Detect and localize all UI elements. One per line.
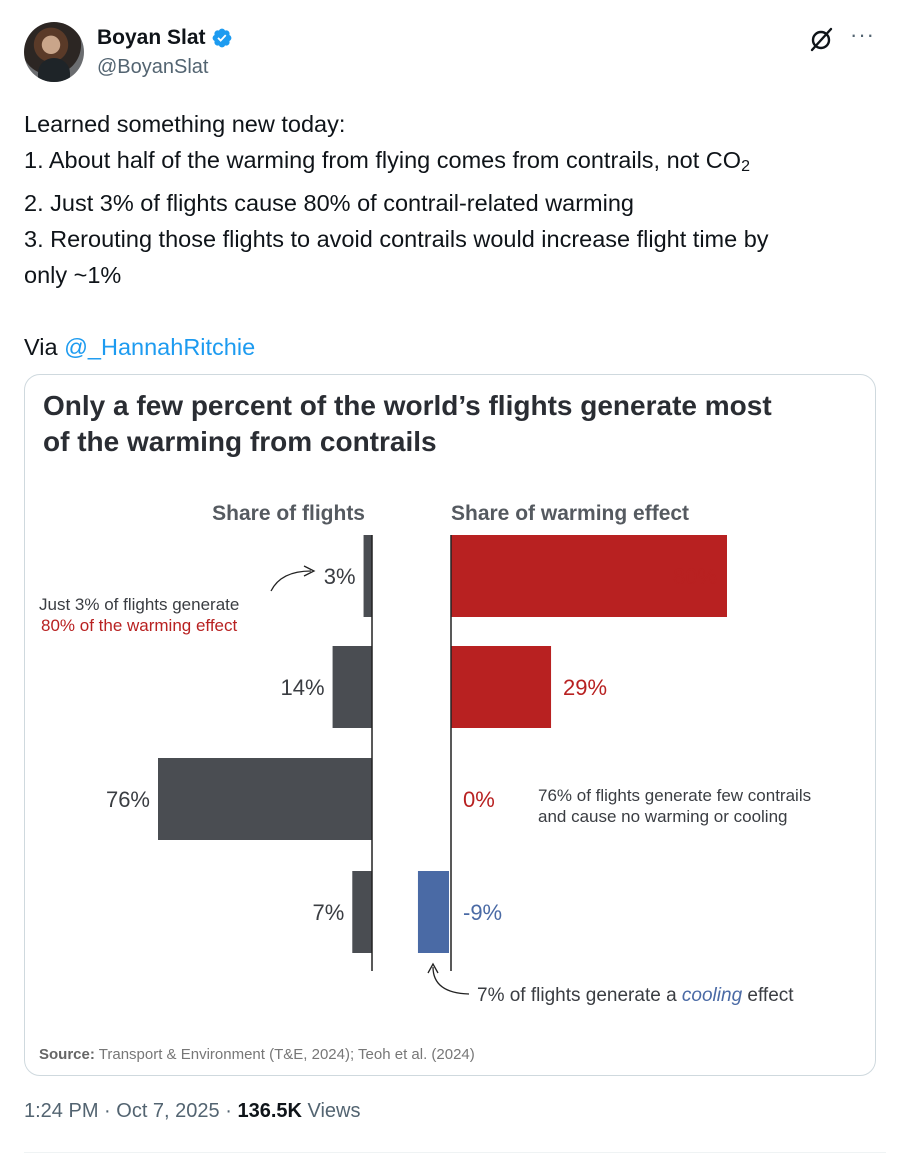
- left-panel-title: Share of flights: [212, 502, 365, 525]
- meta-separator-1: ·: [98, 1100, 117, 1122]
- media-card[interactable]: [24, 374, 876, 1076]
- left-bar-4: [352, 871, 372, 953]
- source-label: Source:: [39, 1046, 95, 1063]
- left-bar-label-4: 7%: [312, 900, 345, 925]
- source-text: Transport & Environment (T&E, 2024); Teoh et al. (2024): [94, 1046, 475, 1063]
- right-bar-4: [418, 871, 449, 953]
- grok-icon[interactable]: [808, 26, 834, 52]
- annotation-2-line-2: and cause no warming or cooling: [538, 807, 788, 826]
- tweet-date[interactable]: Oct 7, 2025: [116, 1100, 220, 1122]
- tweet-meta: [24, 1100, 361, 1123]
- views-count: 136.5K: [237, 1100, 302, 1122]
- chart-source: [39, 1046, 475, 1063]
- author-display-name[interactable]: Boyan Slat: [97, 26, 206, 49]
- tweet-blank-line: [24, 293, 884, 329]
- left-bar-label-1: 3%: [323, 564, 356, 589]
- author-handle[interactable]: @BoyanSlat: [97, 56, 209, 78]
- tweet-line-3: 2. Just 3% of flights cause 80% of contrail-related warming: [24, 190, 634, 216]
- chart-title-line-1: Only a few percent of the world’s flights generate most: [43, 390, 772, 421]
- left-bar-label-2: 14%: [280, 675, 325, 700]
- right-bar-label-1: 80%: [672, 564, 717, 589]
- bottom-divider: [24, 1152, 886, 1153]
- annotation-1-arrow: [271, 571, 311, 591]
- right-bar-2: [451, 646, 551, 728]
- tweet-header: [24, 20, 886, 84]
- annotation-1-line-1: Just 3% of flights generate: [39, 595, 240, 614]
- right-bar-label-2: 29%: [563, 675, 608, 700]
- tweet-line-2: [24, 142, 884, 185]
- left-bar-1: [364, 535, 372, 617]
- right-panel-title: Share of warming effect: [451, 502, 690, 525]
- left-bar-2: [333, 646, 372, 728]
- annotation-2-line-1: 76% of flights generate few contrails: [538, 786, 812, 805]
- right-bar-label-4: -9%: [463, 900, 503, 925]
- contrails-chart: [25, 375, 876, 1076]
- left-bar-3: [158, 758, 372, 840]
- tweet-via-line: [24, 329, 884, 365]
- more-options-icon[interactable]: ···: [850, 22, 875, 47]
- tweet-line-5: only ~1%: [24, 262, 122, 288]
- tweet-line-1: Learned something new today:: [24, 111, 346, 137]
- author-name-row[interactable]: [97, 26, 233, 50]
- right-bar-label-3: 0%: [463, 787, 495, 812]
- tweet-time[interactable]: 1:24 PM: [24, 1100, 99, 1122]
- chart-title-line-2: of the warming from contrails: [43, 426, 437, 457]
- right-bars: [418, 535, 727, 953]
- annotation-3-prefix: 7% of flights generate a: [477, 985, 682, 1006]
- views-label: Views: [301, 1100, 361, 1122]
- tweet-line-2-subscript: 2: [741, 158, 750, 175]
- tweet-line-4: 3. Rerouting those flights to avoid contrails would increase flight time by: [24, 226, 769, 252]
- annotation-3-suffix: effect: [742, 985, 794, 1006]
- annotation-1-line-2: 80% of the warming effect: [41, 616, 238, 635]
- avatar[interactable]: [24, 22, 84, 82]
- verified-badge-icon[interactable]: [211, 27, 233, 49]
- tweet-line-2-text: 1. About half of the warming from flying comes from contrails, not CO: [24, 147, 742, 173]
- meta-separator-2: ·: [219, 1100, 238, 1122]
- tweet-text: [24, 106, 884, 365]
- annotation-3-text: [477, 985, 794, 1006]
- via-prefix: Via: [24, 334, 65, 360]
- annotation-3-emph: cooling: [681, 985, 743, 1006]
- annotation-3-arrow: [433, 967, 469, 994]
- mention-link[interactable]: @_HannahRitchie: [64, 334, 256, 360]
- left-bar-label-3: 76%: [105, 787, 150, 812]
